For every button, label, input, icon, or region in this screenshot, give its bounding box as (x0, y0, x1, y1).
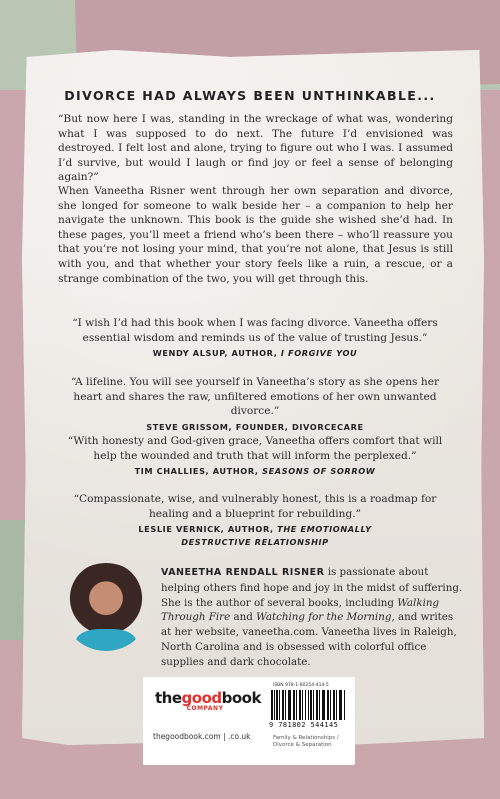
barcode-panel (143, 677, 355, 765)
endorsement-attribution: LESLIE VERNICK, AUTHOR, THE EMOTIONALLY DESTRUCTIVE RELATIONSHIP (138, 524, 372, 548)
publisher-website: thegoodbook.com | .co.uk (153, 732, 251, 741)
endorsement-attribution: TIM CHALLIES, AUTHOR, SEASONS OF SORROW (134, 466, 376, 477)
endorsement-attribution: STEVE GRISSOM, FOUNDER, DIVORCECARE (146, 421, 364, 432)
endorsement-quote: “With honesty and God-given grace, Vaneetha offers comfort that will help the wounded and truth that will inform the perplexed.” (67, 435, 443, 462)
author-photo (62, 563, 150, 651)
endorsement (62, 434, 448, 478)
endorsement-quote: “A lifeline. You will see yourself in Vaneetha’s story as she opens her heart and shares the raw, unfiltered emotions of her own unwanted divorce.” (70, 376, 440, 418)
endorsement-quote: “Compassionate, wise, and vulnerably honest, this is a roadmap for healing and a blueprint for rebuilding.” (73, 493, 437, 520)
endorsement (62, 375, 448, 434)
endorsement (62, 492, 448, 549)
category-label: Family & Relationships / Divorce & Separation (273, 735, 339, 748)
author-name: VANEETHA RENDALL RISNER (161, 567, 325, 578)
opening-quote: “But now here I was, standing in the wreckage of what was, wondering what I was supposed to do next. The future I’d envisioned was destroyed. I felt lost and alone, trying to figure out who I was. I assumed I’d survive, but would I laugh or find joy or feel a sense of belonging again?” (58, 113, 453, 184)
author-bio: VANEETHA RENDALL RISNER is passionate about helping others find hope and joy in the midst of suffering. She is the author of several books, including Walking Through Fire and Watching for the Morning, and writes at her website, vaneetha.com. Vaneetha lives in Raleigh, North Carolina and is obsessed with colorful office supplies and dark chocolate. (161, 566, 463, 668)
isbn-label: ISBN 978-1-80254-414-5 (273, 683, 329, 688)
barcode (271, 690, 345, 720)
publisher-logo: thegoodbook COMPANY (155, 689, 261, 712)
endorsement-quote: “I wish I’d had this book when I was facing divorce. Vaneetha offers essential wisdom and reminds us of the value of trusting Jesus.” (72, 317, 438, 344)
endorsement-attribution: WENDY ALSUP, AUTHOR, I FORGIVE YOU (152, 348, 358, 359)
book-description: When Vaneetha Risner went through her own separation and divorce, she longed for someone to walk beside her – a companion to help her navigate the unknown. This book is the guide she wished she’d had. In these pages, you’ll meet a friend who’s been there – who’ll reassure you that you’re not losing your mind, that you’re not alone, that Jesus is still with you, and that whether your story feels like a ruin, a rescue, or a strange combination of the two, you will get through this. (58, 185, 453, 285)
back-cover-headline: DIVORCE HAD ALWAYS BEEN UNTHINKABLE... (64, 88, 436, 103)
barcode-digits: 9 781802 544145 (269, 721, 339, 729)
endorsement (62, 316, 448, 360)
